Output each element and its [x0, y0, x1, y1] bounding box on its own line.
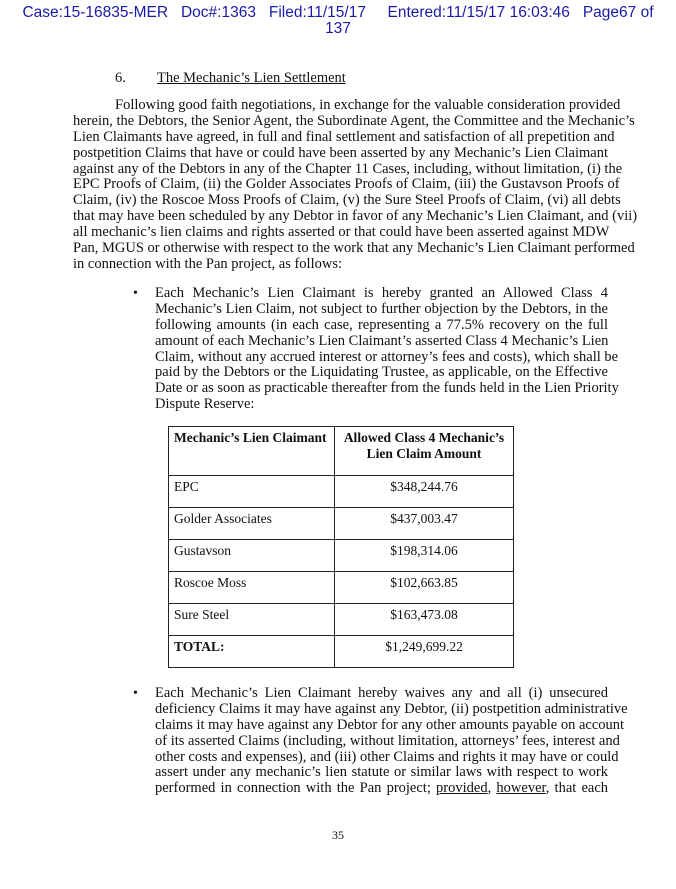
text-line: Pan, MGUS or otherwise with respect to the work that any Mechanic’s Lien Claimant performed — [73, 240, 635, 257]
table-header-row — [169, 427, 514, 476]
claimant-cell: Gustavson — [169, 540, 335, 572]
text-line: claims it may have against any Debtor for any other amounts payable on account — [155, 716, 625, 733]
amount-cell: $102,663.85 — [335, 572, 514, 604]
claimant-cell: EPC — [169, 476, 335, 508]
text-line: following amounts (in each case, representing a 77.5% recovery on the full — [155, 316, 608, 333]
text-line: postpetition Claims that have or could have been asserted by any Mechanic’s Lien Claimant — [73, 144, 608, 161]
text-line: Claim, (iv) the Roscoe Moss Proofs of Claim, (v) the Sure Steel Proofs of Claim, (vi) all debts — [73, 192, 621, 209]
table-row — [169, 476, 514, 508]
section-title: The Mechanic’s Lien Settlement — [157, 70, 346, 86]
text-line: Date or as soon as practicable thereafter from the funds held in the Lien Priority — [155, 380, 619, 397]
text-line: against any of the Debtors in any of the Chapter 11 Cases, including, without limitation, (i) the — [73, 160, 623, 177]
section-number: 6. — [115, 70, 126, 86]
text-line: that may have been scheduled by any Debtor in favor of any Mechanic’s Lien Claimant, and (vii) — [73, 208, 638, 225]
text-line — [155, 781, 608, 797]
text-line: assert under any mechanic’s lien statute or similar laws with respect to work — [155, 764, 608, 781]
total-row — [169, 636, 514, 668]
amount-cell: $348,244.76 — [335, 476, 514, 508]
total-amount: $1,249,699.22 — [335, 636, 514, 668]
text-line: paid by the Debtors or the Liquidating Trustee, as applicable, on the Effective — [155, 364, 608, 381]
amount-cell: $437,003.47 — [335, 508, 514, 540]
bullet-icon: • — [133, 686, 138, 701]
amount-cell: $198,314.06 — [335, 540, 514, 572]
claimant-cell: Sure Steel — [169, 604, 335, 636]
table-row — [169, 540, 514, 572]
text-line: Claim, without any accrued interest or attorney’s fees and costs), which shall be — [155, 348, 619, 365]
bullet-waiver — [155, 685, 628, 797]
table-row — [169, 508, 514, 540]
text: , that each — [545, 780, 609, 797]
page-number: 35 — [332, 828, 344, 842]
text-line: Mechanic’s Lien Claim, not subject to further objection by the Debtors, in the — [155, 300, 608, 317]
text-line: Dispute Reserve: — [155, 396, 255, 413]
text: performed in connection with the Pan project; — [155, 780, 431, 797]
however-term: however — [496, 780, 546, 797]
text-line: in connection with the Pan project, as follows: — [73, 255, 343, 272]
bullet-icon: • — [133, 286, 138, 301]
bullet-allowed-claims — [155, 285, 619, 413]
total-label: TOTAL: — [169, 636, 335, 668]
provided-term: provided — [436, 780, 488, 797]
section-heading — [115, 70, 346, 87]
text-line: amount of each Mechanic’s Lien Claimant’s asserted Class 4 Mechanic’s Lien — [155, 332, 609, 349]
text: , — [487, 780, 492, 797]
text-line: other costs and expenses), and (iii) other Claims and rights it may have or could — [155, 748, 619, 765]
text-line: of its asserted Claims (including, without limitation, attorneys’ fees, interest and — [155, 732, 620, 749]
text-line: Following good faith negotiations, in exchange for the valuable consideration provided — [115, 97, 621, 113]
court-filing-header: Case:15-16835-MER Doc#:1363 Filed:11/15/17 Entered:11/15/17 16:03:46 Page67 of — [22, 4, 654, 21]
intro-paragraph — [73, 97, 638, 273]
text-line: Lien Claimants have agreed, in full and final settlement and satisfaction of all prepetition and — [73, 128, 615, 145]
column-header-amount: Allowed Class 4 Mechanic’s Lien Claim Amount — [335, 427, 514, 476]
text-line: herein, the Debtors, the Senior Agent, the Subordinate Agent, the Committee and the Mechanic’s — [73, 112, 635, 129]
text-line: all mechanic’s lien claims and rights asserted or that could have been asserted against MDW — [73, 224, 610, 241]
court-filing-header-cont: 137 — [325, 20, 351, 37]
text-line: Each Mechanic’s Lien Claimant hereby waives any and all (i) unsecured — [155, 685, 608, 701]
table-row — [169, 572, 514, 604]
claimant-cell: Golder Associates — [169, 508, 335, 540]
amount-cell: $163,473.08 — [335, 604, 514, 636]
text-line: deficiency Claims it may have against any Debtor, (ii) postpetition administrative — [155, 700, 628, 717]
table-row — [169, 604, 514, 636]
text-line: EPC Proofs of Claim, (ii) the Golder Associates Proofs of Claim, (iii) the Gustavson Proofs of — [73, 176, 620, 193]
lien-claims-table — [168, 426, 514, 668]
column-header-claimant: Mechanic’s Lien Claimant — [169, 427, 335, 476]
claimant-cell: Roscoe Moss — [169, 572, 335, 604]
text-line: Each Mechanic’s Lien Claimant is hereby granted an Allowed Class 4 — [155, 285, 608, 301]
